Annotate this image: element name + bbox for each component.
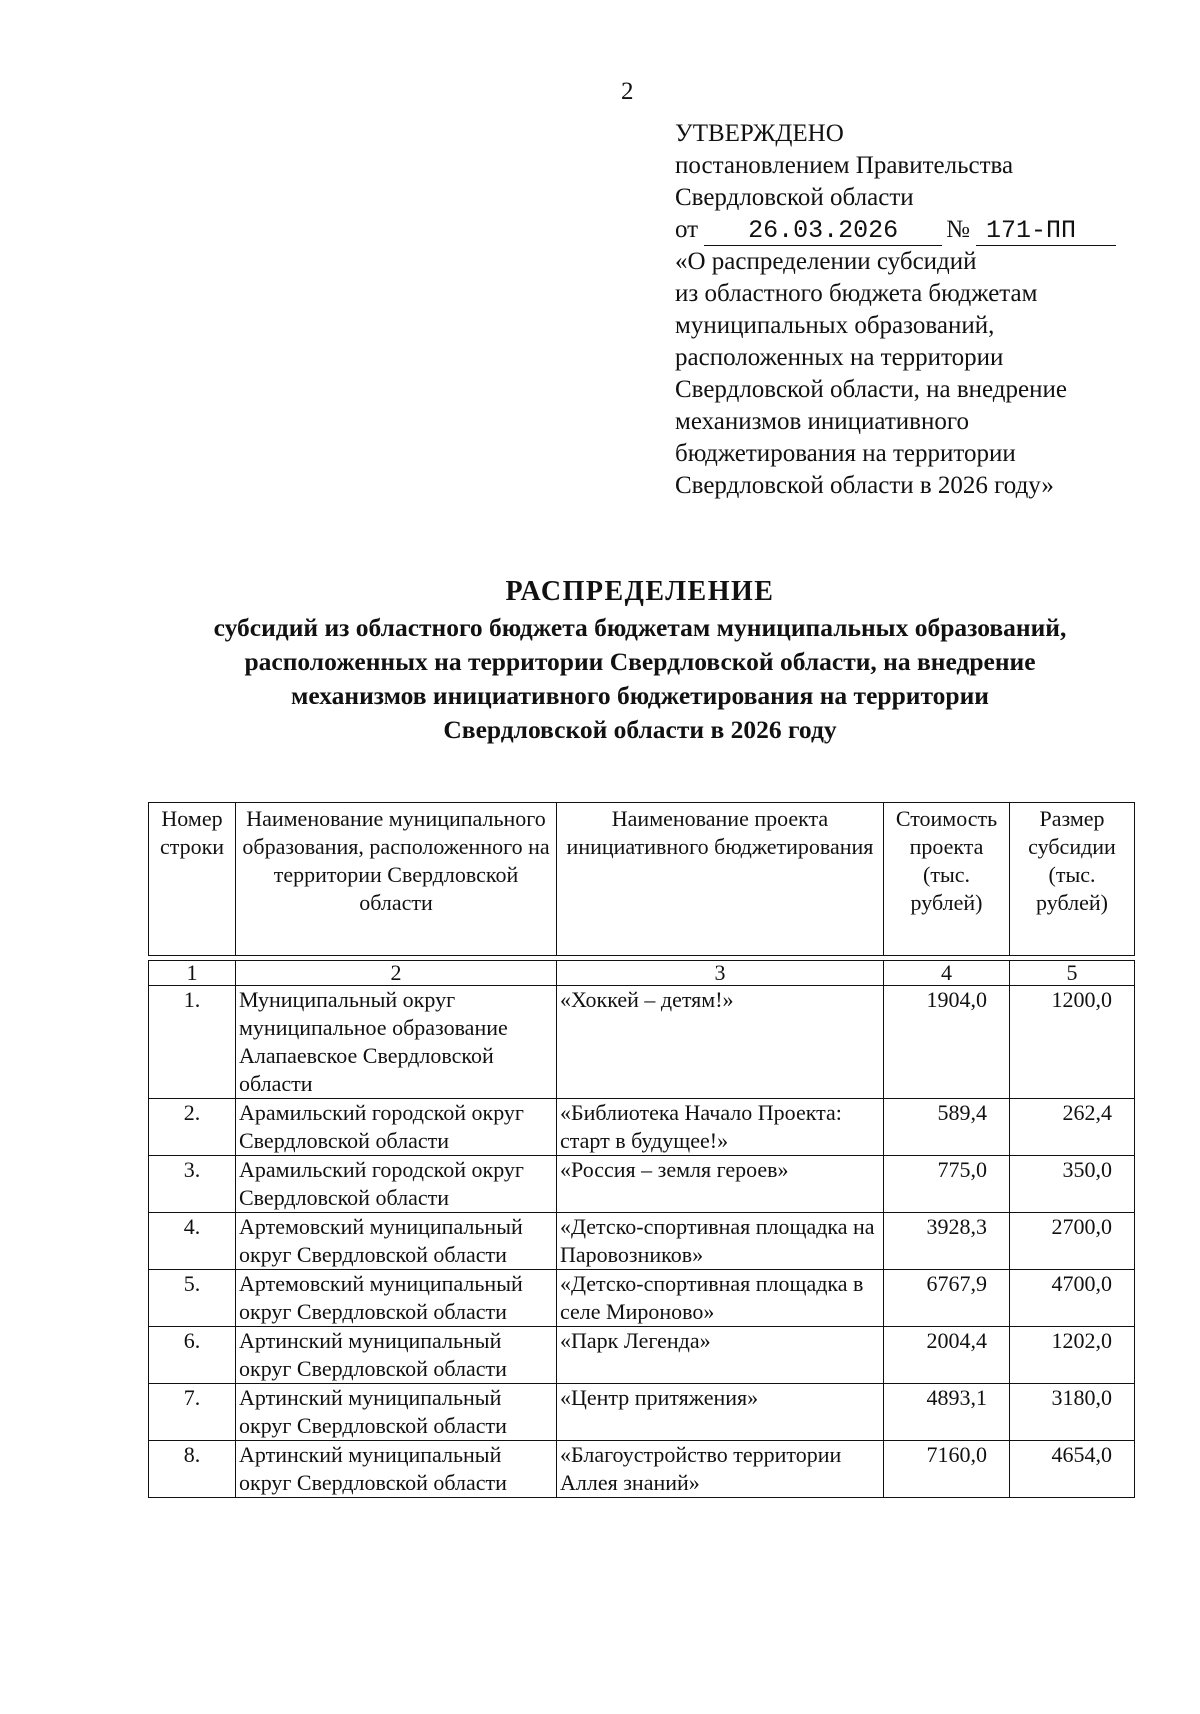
approval-block [675,118,1145,502]
row-number: 8. [149,1441,236,1498]
column-number: 5 [1010,961,1135,986]
table-row [149,986,1135,1099]
row-subsidy: 4654,0 [1010,1441,1135,1498]
row-number: 1. [149,986,236,1099]
row-project: «Благоустройство территории Аллея знаний» [557,1441,884,1498]
row-cost: 4893,1 [884,1384,1010,1441]
row-cost: 6767,9 [884,1270,1010,1327]
approval-subject-line: Свердловской области, на внедрение [675,376,1067,403]
approval-date: 26.03.2026 [704,217,942,246]
row-cost: 7160,0 [884,1441,1010,1498]
row-subsidy: 1202,0 [1010,1327,1135,1384]
table-row [149,1441,1135,1498]
header-cost: Стоимость проекта (тыс. рублей) [884,803,1010,956]
page-number: 2 [621,78,634,105]
column-number-row [149,961,1135,986]
table-row [149,1384,1135,1441]
row-project: «Парк Легенда» [557,1327,884,1384]
approval-subject-line: Свердловской области в 2026 году» [675,472,1054,499]
table-row [149,1270,1135,1327]
approval-subject-line: бюджетирования на территории [675,440,1016,467]
title-line: расположенных на территории Свердловской области, на внедрение [244,647,1036,676]
row-municipality: Артемовский муниципальный округ Свердловской области [236,1270,557,1327]
table-header-row [149,803,1135,956]
table-row [149,1099,1135,1156]
row-project: «Детско-спортивная площадка на Паровозников» [557,1213,884,1270]
row-project: «Детско-спортивная площадка в селе Мироново» [557,1270,884,1327]
approval-subject-line: из областного бюджета бюджетам [675,280,1038,307]
row-cost: 775,0 [884,1156,1010,1213]
row-number: 6. [149,1327,236,1384]
approval-subject-line: «О распределении субсидий [675,248,977,275]
row-municipality: Арамильский городской округ Свердловской области [236,1156,557,1213]
date-prefix: от [675,216,699,243]
row-subsidy: 350,0 [1010,1156,1135,1213]
title-line: Свердловской области в 2026 году [443,715,837,744]
column-number: 1 [149,961,236,986]
column-number: 4 [884,961,1010,986]
approval-heading: УТВЕРЖДЕНО [675,120,844,147]
header-project: Наименование проекта инициативного бюджетирования [557,803,884,956]
row-subsidy: 2700,0 [1010,1213,1135,1270]
approval-line-1: постановлением Правительства [675,152,1014,179]
row-number: 5. [149,1270,236,1327]
row-municipality: Артемовский муниципальный округ Свердловской области [236,1213,557,1270]
title-line: субсидий из областного бюджета бюджетам муниципальных образований, [213,613,1067,642]
row-number: 7. [149,1384,236,1441]
title-heading: РАСПРЕДЕЛЕНИЕ [505,576,775,607]
approval-line-2: Свердловской области [675,184,914,211]
row-subsidy: 4700,0 [1010,1270,1135,1327]
row-project: «Хоккей – детям!» [557,986,884,1099]
row-project: «Россия – земля героев» [557,1156,884,1213]
row-municipality: Арамильский городской округ Свердловской области [236,1099,557,1156]
row-project: «Центр притяжения» [557,1384,884,1441]
row-cost: 589,4 [884,1099,1010,1156]
document-title [150,573,1130,747]
table-row [149,1327,1135,1384]
table-row [149,1156,1135,1213]
approval-subject-line: механизмов инициативного [675,408,969,435]
row-cost: 3928,3 [884,1213,1010,1270]
row-number: 2. [149,1099,236,1156]
row-municipality: Муниципальный округ муниципальное образование Алапаевское Свердловской области [236,986,557,1099]
column-number: 3 [557,961,884,986]
header-row-number: Номер строки [149,803,236,956]
row-cost: 2004,4 [884,1327,1010,1384]
approval-number: 171-ПП [976,217,1116,246]
column-number: 2 [236,961,557,986]
row-municipality: Артинский муниципальный округ Свердловской области [236,1441,557,1498]
number-prefix: № [946,216,970,243]
row-subsidy: 262,4 [1010,1099,1135,1156]
header-municipality: Наименование муниципального образования, расположенного на территории Свердловской области [236,803,557,956]
row-number: 3. [149,1156,236,1213]
approval-date-number-row [675,214,1145,246]
row-municipality: Артинский муниципальный округ Свердловской области [236,1384,557,1441]
approval-subject-line: муниципальных образований, [675,312,995,339]
title-line: механизмов инициативного бюджетирования на территории [291,681,989,710]
table-row [149,1213,1135,1270]
approval-subject-line: расположенных на территории [675,344,1004,371]
row-municipality: Артинский муниципальный округ Свердловской области [236,1327,557,1384]
distribution-table [148,802,1135,1498]
row-project: «Библиотека Начало Проекта: старт в будущее!» [557,1099,884,1156]
row-subsidy: 1200,0 [1010,986,1135,1099]
header-subsidy: Размер субсидии (тыс. рублей) [1010,803,1135,956]
row-cost: 1904,0 [884,986,1010,1099]
row-number: 4. [149,1213,236,1270]
row-subsidy: 3180,0 [1010,1384,1135,1441]
